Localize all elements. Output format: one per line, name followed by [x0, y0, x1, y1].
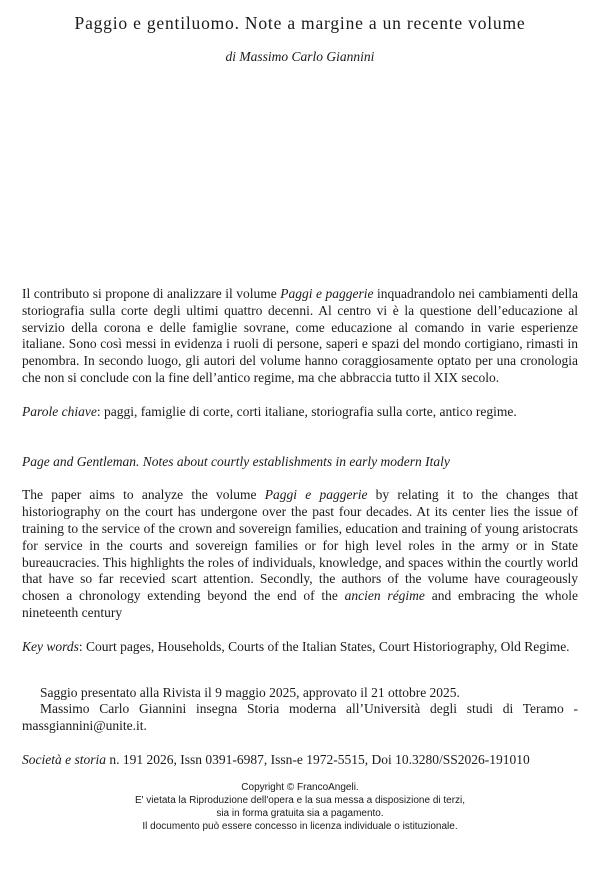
abstract-italian-run: Il contributo si propone di analizzare il volume [22, 286, 281, 301]
abstract-english-book-title: Paggi e paggerie [264, 487, 368, 503]
keywords-english-list: : Court pages, Households, Courts of the Italian States, Court Historiography, Old Regime. [78, 638, 570, 654]
editorial-notes [22, 685, 578, 735]
abstract-english-term: ancien régime [344, 588, 425, 604]
footer-line: Il documento può essere concesso in licenza individuale o istituzionale. [142, 821, 458, 833]
abstract-english-run: and embracing the whole nineteenth century [22, 588, 578, 620]
keywords-english-label: Key words [22, 638, 79, 654]
abstract-english-run: The paper aims to analyze the volume [22, 487, 265, 503]
keywords-english [22, 639, 578, 656]
abstract-english [22, 487, 578, 621]
affiliation-note: Massimo Carlo Giannini insegna Storia moderna all’Università degli studi di Teramo - massgiannini@unite.it. [22, 701, 578, 734]
author-byline: di Massimo Carlo Giannini [225, 49, 375, 64]
journal-issue-info: n. 191 2026, Issn 0391-6987, Issn-e 1972-5515, Doi 10.3280/SS2026-191010 [106, 751, 530, 767]
keywords-italian [22, 404, 578, 421]
page-title: Paggio e gentiluomo. Note a margine a un recente volume [74, 13, 526, 33]
footer-line: sia in forma gratuita sia a pagamento. [216, 808, 384, 820]
journal-name: Società e storia [22, 751, 106, 767]
abstract-italian-run: inquadrandolo nei cambiamenti della storiografia sulla corte degli ultimi quattro decenni. Al centro vi è la questione dell’educazione al servizio della corona e delle famiglie sovrane, come educazione al comando in varie esperienze italiane. Sono così messi in evidenza i ruoli di persone, saperi e spazi del mondo cortigiano, rimasti in penombra. In secondo luogo, gli autori del volume hanno coraggiosamente optato per una cronologia che non si conclude con la fine dell’antico regime, ma che abbraccia tutto il XIX secolo. [22, 286, 578, 385]
keywords-italian-label: Parole chiave [22, 403, 97, 419]
footer-line: E' vietata la Riproduzione dell'opera e la sua messa a disposizione di terzi, [134, 794, 466, 806]
journal-citation-line [22, 752, 578, 769]
footer-line: Copyright © FrancoAngeli. [241, 781, 359, 793]
abstract-italian [22, 286, 578, 387]
keywords-italian-list: : paggi, famiglie di corte, corti italiane, storiografia sulla corte, antico regime. [96, 403, 517, 419]
english-title: Page and Gentleman. Notes about courtly establishments in early modern Italy [22, 453, 450, 469]
abstract-italian-book-title: Paggi e paggerie [280, 286, 374, 301]
copyright-footer [22, 781, 578, 834]
submission-note: Saggio presentato alla Rivista il 9 maggio 2025, approvato il 21 ottobre 2025. [40, 684, 460, 700]
abstract-english-run: by relating it to the changes that historiography on the court has undergone over the past four decades. At its center lies the issue of training to the service of the crown and sovereign families, education and training of young aristocrats for service in the courts and sovereign families or for high level roles in the army or in State bureaucracies. This highlights the roles of individuals, knowledge, and spaces within the courtly world that have so far recevied scart attention. Secondly, the authors of the volume have courageously chosen a chronology extending beyond the end of the [22, 487, 578, 604]
